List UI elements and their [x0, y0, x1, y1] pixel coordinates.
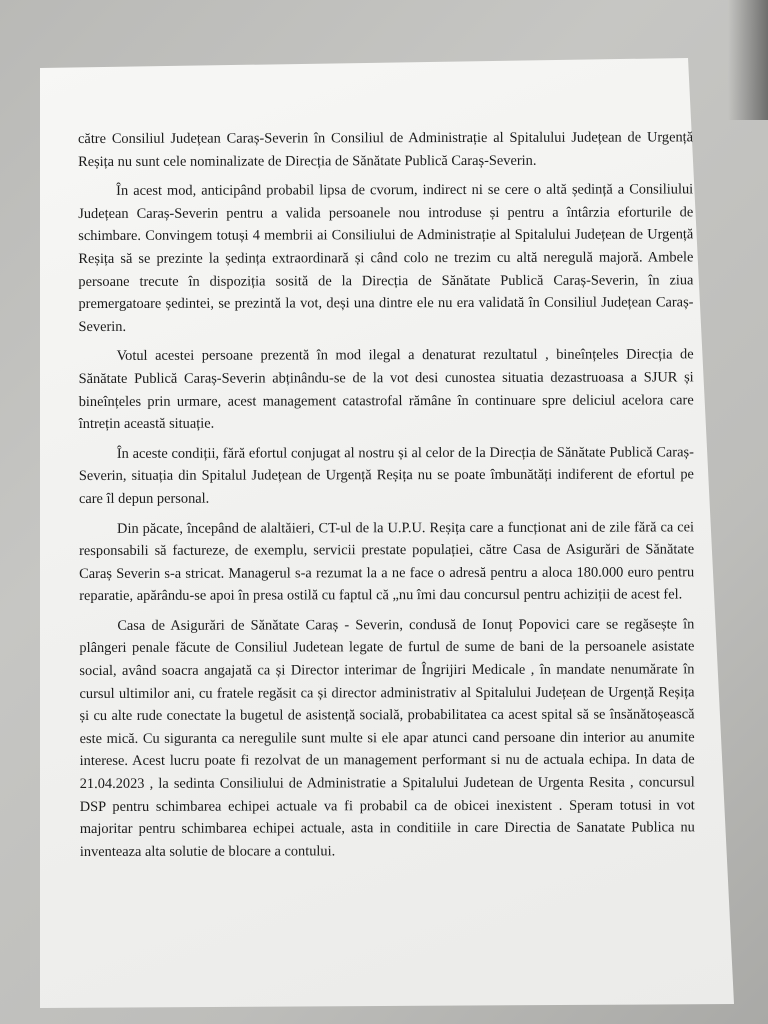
paragraph-3: Votul acestei persoane prezentă în mod ilegal a denaturat rezultatul , bineînțeles Direcția de Sănătate Publică Caraș-Severin abținându-se de la vot desi cunostea situatia dezastruoasa a SJUR și bineînțeles prin urmare, acest management catastrofal rămâne în continuare spre deliciul acelora care întrețin această situație.	[78, 346, 694, 433]
paragraph-1: către Consiliul Județean Caraș-Severin în Consiliul de Administrație al Spitalului Județean de Urgență Reșița nu sunt cele nominalizate de Direcția de Sănătate Publică Caraș-Severin.	[78, 129, 694, 170]
document-body	[78, 126, 695, 870]
desk-edge-shadow	[728, 0, 768, 120]
paragraph-6: Casa de Asigurări de Sănătate Caraș - Severin, condusă de Ionuț Popovici care se regăsește în plângeri penale făcute de Consiliul Judetean legate de furtul de sume de bani de la persoanele asistate social, având soacra angajată ca și Director interimar de Îngrijiri Medicale , în mandate nenumărate în cursul ultimilor ani, cu fratele regăsit ca și director administrativ al Spitalului Județean de Urgență Reșița și cu alte rude conectate la bugetul de asistență socială, probabilitatea ca acest spital să se însănătoșească este mică. Cu siguranta ca neregulile sunt multe si ele apar atunci cand persoane din interior au anumite interese. Acest lucru poate fi rezolvat de un management performant si nu de actuala echipa. In data de 21.04.2023 , la sedinta Consiliului de Administratie a Spitalului Judetean de Urgenta Resita , concursul DSP pentru schimbarea echipei actuale va fi probabil ca de obicei inexistent . Speram totusi in vot majoritar pentru schimbarea echipei actuale, asta in conditiile in care Directia de Sanatate Publica nu inventeaza alta solutie de blocare a contului.	[79, 616, 695, 860]
paragraph-5: Din păcate, începând de alaltăieri, CT-ul de la U.P.U. Reșița care a funcționat ani de zile fără ca cei responsabili să factureze, de exemplu, servicii prestate populației, către Casa de Asigurări de Sănătate Caraș Severin s-a stricat. Managerul s-a rezumat la a ne face o adresă pentru a aloca 180.000 euro pentru reparatie, apărându-se apoi în presa ostilă cu faptul că „nu îmi dau concursul pentru achiziții de acest fel.	[79, 518, 695, 605]
paragraph-2: În acest mod, anticipând probabil lipsa de cvorum, indirect ni se cere o altă ședință a Consiliului Județean Caraș-Severin pentru a valida persoanele nou introduse și pentru a întârzia eforturile de schimbare. Convingem totuși 4 membrii ai Consiliului de Administrație al Spitalului Județean de Urgență Reșița să se prezinte la ședința extraordinară și când colo ne trezim cu altă neregulă majoră. Ambele persoane trecute în dispoziția sosită de la Direcția de Sănătate Publică Caraș-Severin, în ziua premergatoare ședintei, se prezintă la vot, deși una dintre ele nu era validată în Consiliul Județean Caraș-Severin.	[78, 181, 694, 335]
paragraph-4: În aceste condiții, fără efortul conjugat al nostru și al celor de la Direcția de Sănătate Publică Caraș-Severin, situația din Spitalul Județean de Urgență Reșița nu se poate îmbunătăți indiferent de efortul pe care îl depun personal.	[78, 444, 694, 507]
